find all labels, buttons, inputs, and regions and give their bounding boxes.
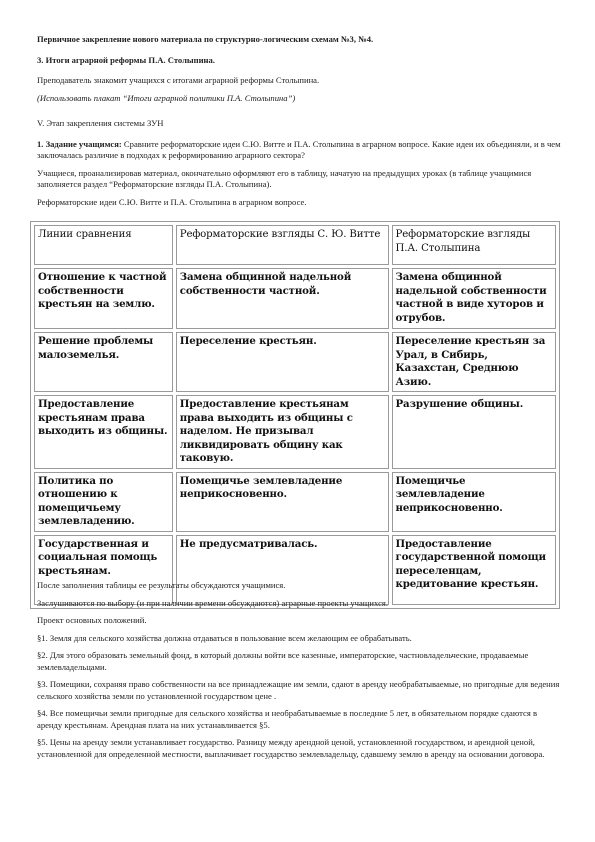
table-cell: Предоставление крестьянам права выходить из общины. bbox=[34, 395, 173, 469]
projects-text: Заслушиваются по выбору (и при наличии времени обсуждаются) аграрные проекты учащихся. bbox=[37, 597, 388, 608]
table-cell: Замена общинной надельной собственности частной. bbox=[176, 268, 389, 329]
stage-title: V. Этап закрепления системы ЗУН bbox=[37, 118, 164, 128]
instruction-text: Учащиеся, проанализировав материал, окончательно оформляют его в таблицу, начатую на предыдущих уроках (в таблице учащимися заполняется раздел “Реформаторские взгляды П.А. Столыпина). bbox=[37, 167, 532, 189]
clause-2: §2. Для этого образовать земельный фонд, в который должны войти все казенные, императорские, частновладельческие, продаваемые землевладельцами. bbox=[37, 650, 529, 672]
table-cell: Переселение крестьян. bbox=[176, 332, 389, 392]
task-label: 1. Задание учащимся: bbox=[37, 138, 122, 149]
table-cell: Предоставление государственной помощи переселенцам, кредитование крестьян. bbox=[392, 535, 556, 605]
table-cell: Предоставление крестьянам права выходить из общины с наделом. Не призывал ликвидировать общину как таковую. bbox=[176, 395, 389, 469]
comparison-table bbox=[30, 221, 560, 609]
table-header-row bbox=[34, 225, 556, 265]
clause-3: §3. Помещики, сохраняя право собственности на все принадлежащие им земли, сдают в аренду необрабатываемые, но пригодные для ведения сельского хозяйства земли по установленной государством цене . bbox=[37, 679, 560, 701]
section-title: Первичное закрепление нового материала по структурно-логическим схемам №3, №4. bbox=[37, 34, 374, 44]
table-cell: Отношение к частной собственности крестьян на землю. bbox=[34, 268, 173, 329]
clause-4: §4. Все помещичьи земли пригодные для сельского хозяйства и необрабатываемые в последние 5 лет, в обязательном порядке сдаются в аренду крестьянам. Арендная плата на них устанавливается §5. bbox=[37, 708, 538, 730]
table-cell: Государственная и социальная помощь крестьянам. bbox=[34, 535, 173, 605]
clause-1: §1. Земля для сельского хозяйства должна отдаваться в пользование всем желающим ее обрабатывать. bbox=[37, 632, 412, 643]
table-cell: Переселение крестьян за Урал, в Сибирь, Казахстан, Среднюю Азию. bbox=[392, 332, 556, 392]
discussion-text: После заполнения таблицы ее результаты обсуждаются учащимися. bbox=[37, 580, 286, 590]
intro-text: Преподаватель знакомит учащихся с итогами аграрной реформы Столыпина. bbox=[37, 75, 320, 85]
table-cell: Политика по отношению к помещичьему землевладению. bbox=[34, 472, 173, 532]
task-text: Сравните реформаторские идеи С.Ю. Витте и П.А. Столыпина в аграрном вопросе. Какие идеи их объединяли, и в чем заключалась различие в подходах к реформированию аграрного сектора? bbox=[37, 138, 561, 160]
table-row bbox=[34, 268, 556, 329]
document-header bbox=[37, 34, 561, 208]
table-cell: Замена общинной надельной собственности частной в виде хуторов и отрубов. bbox=[392, 268, 556, 329]
table-row bbox=[34, 472, 556, 532]
table-cell: Решение проблемы малоземелья. bbox=[34, 332, 173, 392]
table-cell: Не предусматривалась. bbox=[176, 535, 389, 605]
table-cell: Помещичье землевладение неприкосновенно. bbox=[392, 472, 556, 532]
project-heading: Проект основных положений. bbox=[37, 615, 147, 625]
task-paragraph bbox=[37, 139, 561, 162]
table-row bbox=[34, 395, 556, 469]
table-cell: Разрушение общины. bbox=[392, 395, 556, 469]
header-cell: Линии сравнения bbox=[34, 225, 173, 265]
table-caption: Реформаторские идеи С.Ю. Витте и П.А. Столыпина в аграрном вопросе. bbox=[37, 196, 307, 207]
poster-note: (Использовать плакат “Итоги аграрной политики П.А. Столыпина”) bbox=[37, 92, 296, 103]
header-cell: Реформаторские взгляды П.А. Столыпина bbox=[392, 225, 556, 265]
after-table-section bbox=[37, 580, 561, 760]
header-cell: Реформаторские взгляды С. Ю. Витте bbox=[176, 225, 389, 265]
table-cell: Помещичье землевладение неприкосновенно. bbox=[176, 472, 389, 532]
clause-5: §5. Цены на аренду земли устанавливает государство. Разницу между арендной ценой, установленной государством, и арендной ценой, установленной для определенной местности, выплачивает государство землевладельцу, сдавшему землю в аренду на основании договора. bbox=[37, 737, 545, 759]
section-subtitle: 3. Итоги аграрной реформы П.А. Столыпина. bbox=[37, 54, 215, 65]
table-row bbox=[34, 332, 556, 392]
